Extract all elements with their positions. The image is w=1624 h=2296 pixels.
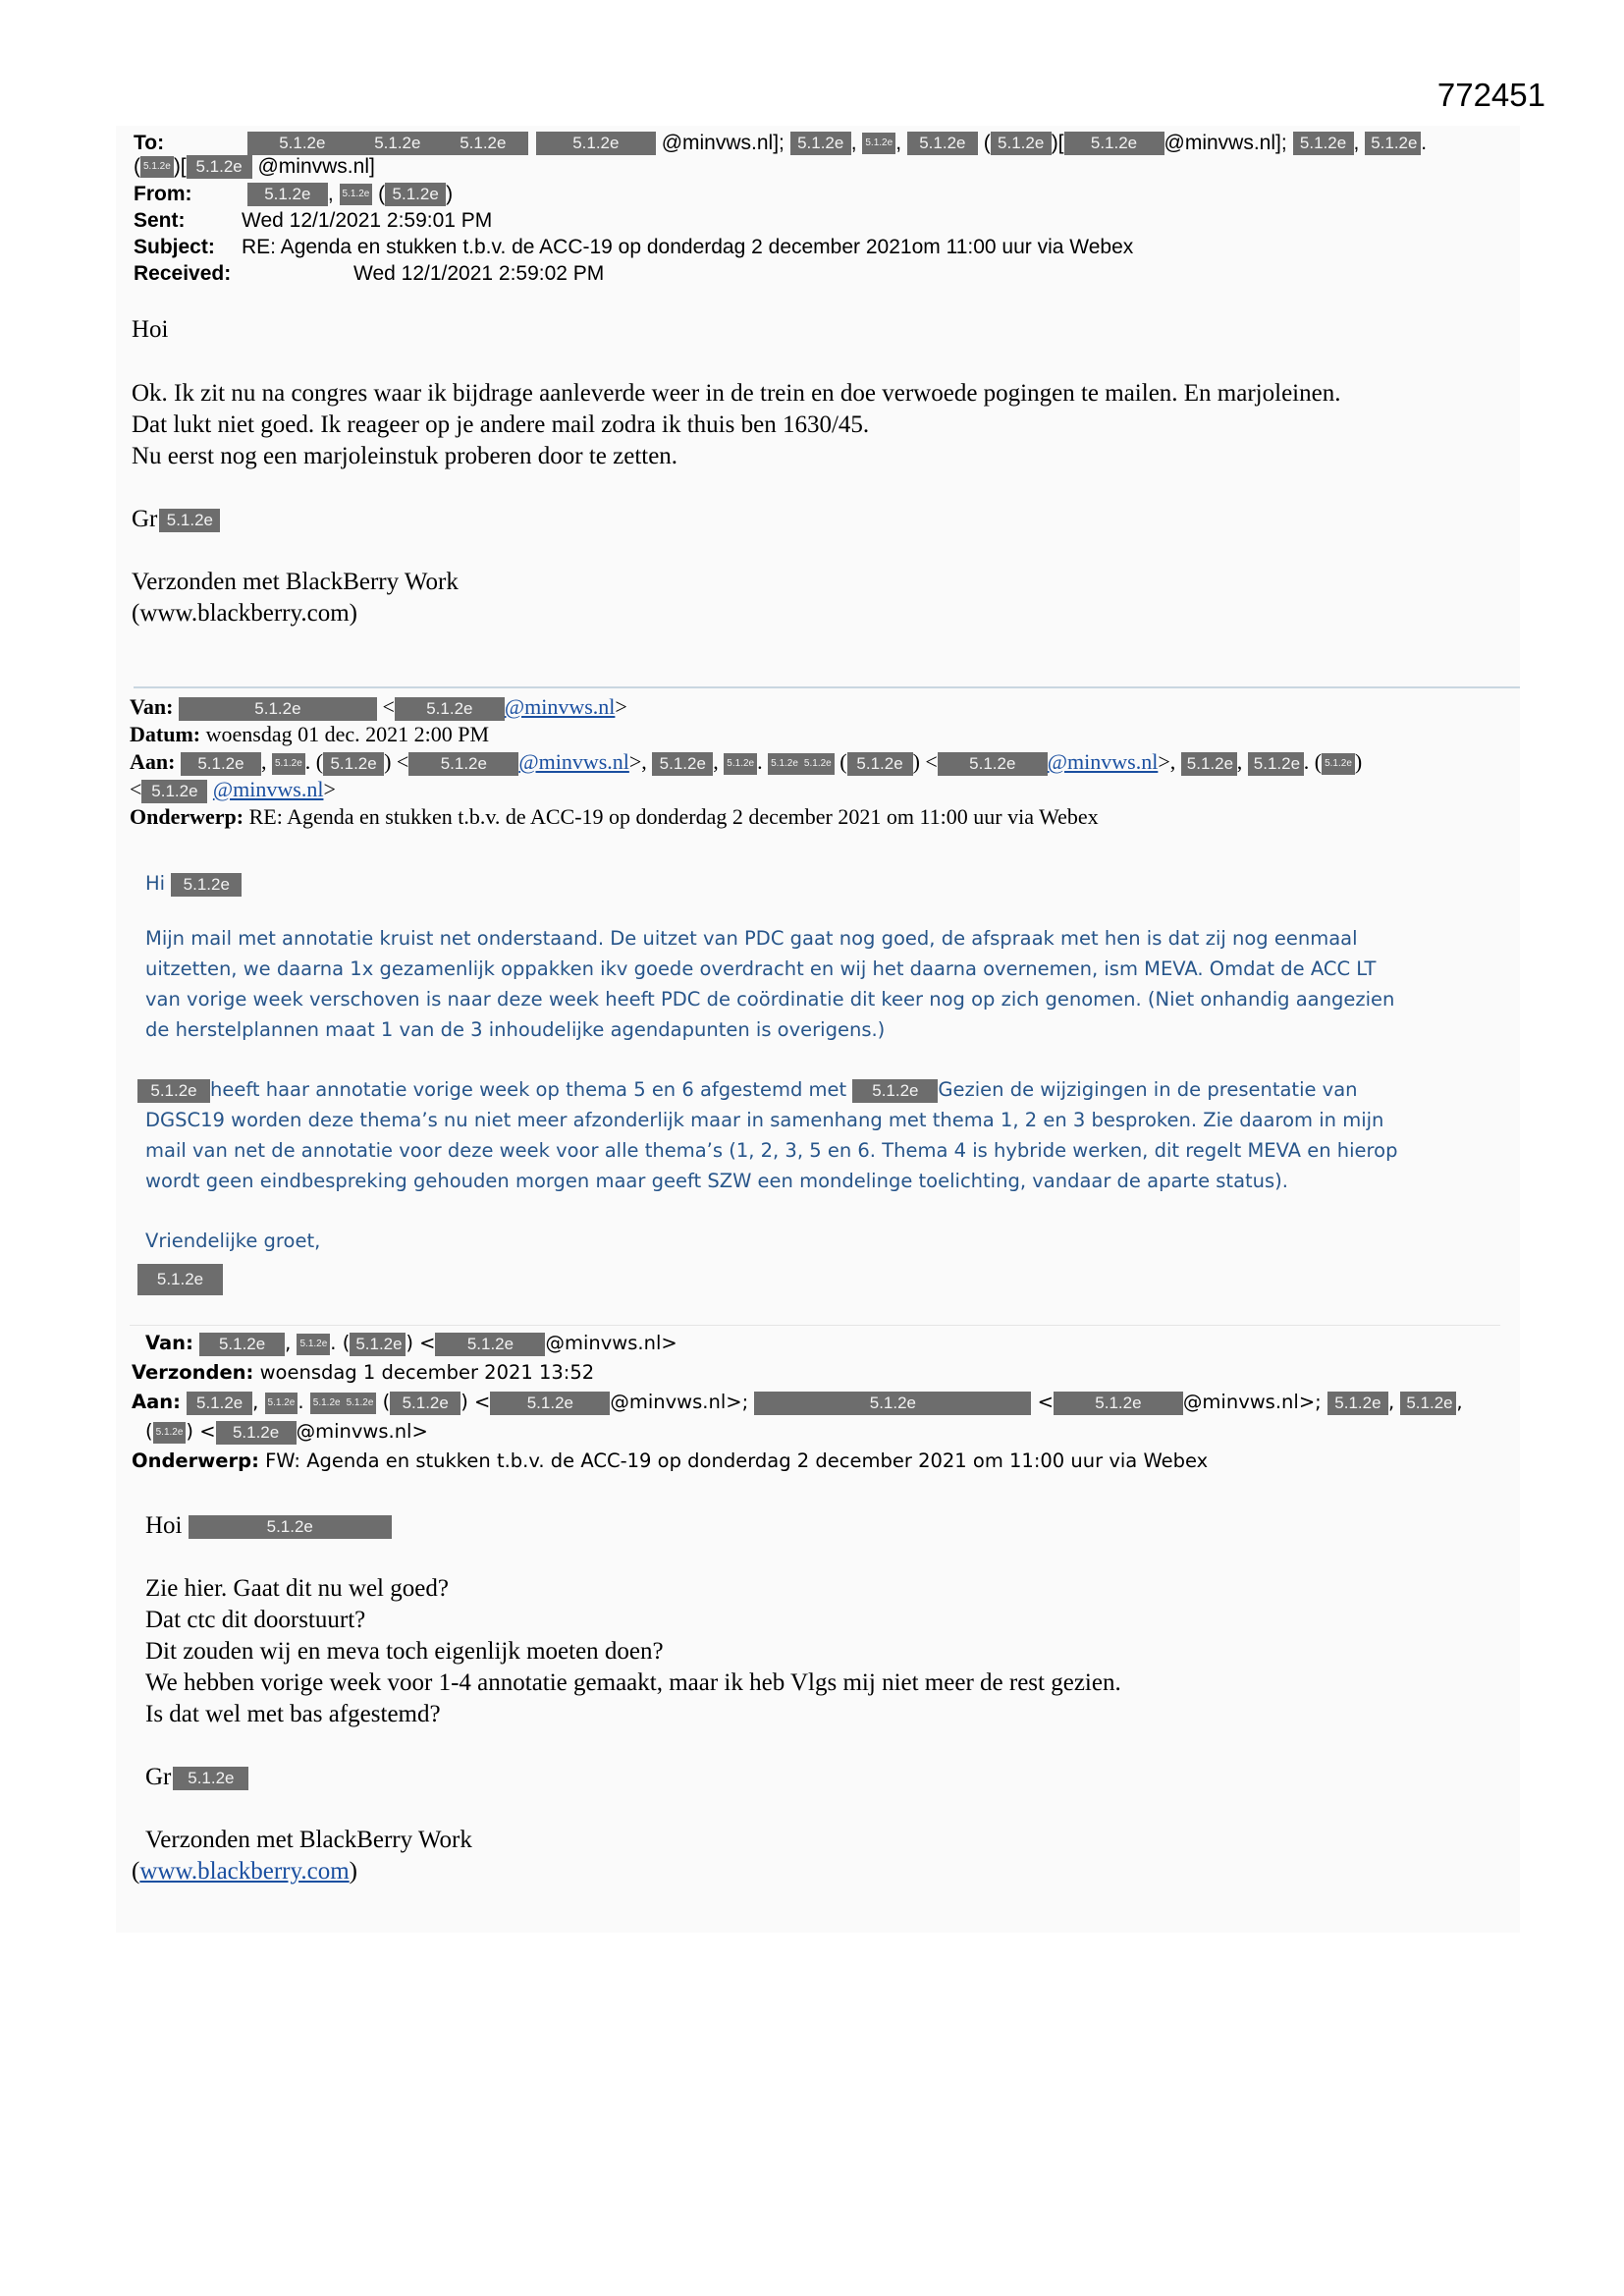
email3-body-line: Dat ctc dit doorstuurt? (145, 1607, 366, 1633)
redaction: 5.1.2e (938, 752, 1048, 776)
verzonden-label: Verzonden: (132, 1361, 254, 1384)
redaction: 5.1.2e (140, 156, 174, 178)
aan-email: @minvws.nl>; (610, 1391, 749, 1413)
redaction: 5.1.2e (187, 155, 252, 179)
redaction: 5.1.2e (216, 1421, 297, 1445)
email2-para-line: mail van net de annotatie voor deze week voor alle thema’s (1, 2, 3, 5 en 6. Thema 4 is hybride werken, dit regelt MEVA en hierop (145, 1139, 1398, 1162)
redaction: 5.1.2e (199, 1333, 285, 1356)
signoff-text: Gr (145, 1764, 172, 1790)
redaction: 5.1.2e (187, 1392, 252, 1415)
sent-value: Wed 12/1/2021 2:59:01 PM (242, 209, 493, 232)
redaction: 5.1.2e (153, 1422, 187, 1444)
email2-aan-line2: < 5.1.2e @minvws.nl> (130, 777, 336, 801)
email3-body-line: We hebben vorige week voor 1-4 annotatie gemaakt, maar ik heb Vlgs mij niet meer de rest gezien. (145, 1669, 1121, 1696)
redaction: 5.1.2e (435, 1333, 545, 1356)
redaction: 5.1.2e (408, 752, 518, 776)
email3-footer: Verzonden met BlackBerry Work (145, 1827, 472, 1853)
redaction: 5.1.2e (310, 1393, 344, 1414)
email3-signoff (145, 1762, 248, 1793)
redaction: 5.1.2e (991, 132, 1052, 155)
redaction: 5.1.2e (189, 1515, 392, 1539)
redaction: 5.1.2e (171, 873, 242, 897)
email3-footer-link: (www.blackberry.com) (132, 1858, 357, 1885)
email1-body-line: Dat lukt niet goed. Ik reageer op je andere mail zodra ik thuis ben 1630/45. (132, 411, 870, 438)
aan-label: Aan: (132, 1391, 181, 1413)
email1-from-line: From: 5.1.2e , 5.1.2e ( 5.1.2e ) (134, 183, 454, 205)
email1-to-line: To: 5.1.2e 5.1.2e 5.1.2e 5.1.2e @minvws.nl]; 5.1.2e , 5.1.2e , 5.1.2e ( 5.1.2e )[ 5.1.2e @minvws.nl]; 5.1.2e , 5.1.2e . (134, 132, 1428, 154)
email2-para-line: de herstelplannen maat 1 van de 3 inhoudelijke agendapunten is overigens.) (145, 1018, 886, 1041)
redaction: 5.1.2e (173, 1767, 248, 1790)
subject-label: Subject: (134, 236, 215, 258)
redaction: 5.1.2e (490, 1392, 610, 1415)
redaction: 5.1.2e (181, 752, 261, 776)
email2-greeting (145, 868, 242, 899)
email1-footer: Verzonden met BlackBerry Work (132, 569, 459, 595)
email-page (116, 126, 1520, 1933)
redaction: 5.1.2e (390, 1392, 460, 1415)
redaction: 5.1.2e (1327, 1392, 1388, 1415)
redaction: 5.1.2e (801, 753, 835, 775)
email2-closing: Vriendelijke groet, (145, 1230, 321, 1252)
email2-signature (137, 1263, 223, 1295)
aan-email-link[interactable]: @minvws.nl (1047, 749, 1159, 774)
email3-van-line: Van: 5.1.2e , 5.1.2e . ( 5.1.2e ) < 5.1.2e @minvws.nl> (145, 1332, 677, 1354)
email1-subject-line (134, 234, 1133, 260)
redaction: 5.1.2e (350, 1333, 406, 1356)
redaction: 5.1.2e (724, 753, 757, 775)
email2-van-line: Van: 5.1.2e < 5.1.2e @minvws.nl> (130, 694, 627, 719)
to-email: @minvws.nl]; (1164, 132, 1287, 154)
redaction: 5.1.2e (344, 1393, 377, 1414)
redaction: 5.1.2e (137, 1264, 223, 1295)
redaction: 5.1.2e (159, 509, 220, 532)
email1-to-line2: ( 5.1.2e )[ 5.1.2e @minvws.nl] (134, 155, 375, 178)
redaction: 5.1.2e (247, 183, 328, 206)
redaction: 5.1.2e (247, 132, 357, 155)
aan-email: @minvws.nl> (296, 1420, 428, 1443)
received-value: Wed 12/1/2021 2:59:02 PM (353, 262, 605, 285)
van-label: Van: (145, 1332, 193, 1354)
redaction: 5.1.2e (852, 1079, 938, 1103)
redaction: 5.1.2e (790, 132, 851, 155)
hi-text: Hi (145, 872, 166, 895)
onderwerp-value: RE: Agenda en stukken t.b.v. de ACC-19 op donderdag 2 december 2021 om 11:00 uur via Webex (248, 804, 1099, 829)
email2-para-line: van vorige week verschoven is naar deze week heeft PDC de coördinatie dit keer nog op zich genomen. (Niet onhandig aangezien (145, 988, 1395, 1011)
onderwerp-value: FW: Agenda en stukken t.b.v. de ACC-19 op donderdag 2 december 2021 om 11:00 uur via Webex (265, 1449, 1209, 1472)
signoff-text: Gr (132, 506, 158, 532)
onderwerp-label: Onderwerp: (130, 804, 244, 829)
redaction: 5.1.2e (137, 1079, 210, 1103)
email1-signoff (132, 504, 220, 535)
received-label: Received: (134, 262, 232, 285)
redaction: 5.1.2e (862, 133, 895, 154)
email3-body-line: Is dat wel met bas afgestemd? (145, 1701, 441, 1727)
to-email: @minvws.nl]; (661, 132, 785, 154)
email2-para-line (137, 1074, 1358, 1105)
email1-body-line: Ok. Ik zit nu na congres waar ik bijdrage aanleverde weer in de trein en doe verwoede pogingen te mailen. En marjoleinen. (132, 380, 1341, 407)
email2-para-line: wordt geen eindbespreking gehouden morgen maar geeft SZW een mondelinge toelichting, vandaar de aparte status). (145, 1170, 1288, 1192)
redaction: 5.1.2e (179, 697, 377, 721)
separator-line (130, 1325, 1500, 1326)
sent-label: Sent: (134, 209, 186, 232)
email2-para-line: DGSC19 worden deze thema’s nu niet meer afzonderlijk maar in samenhang met thema 1, 2 en 3 besproken. Zie daarom in mijn (145, 1109, 1384, 1131)
email3-aan-line: Aan: 5.1.2e , 5.1.2e . 5.1.2e 5.1.2e ( 5.1.2e ) < 5.1.2e @minvws.nl>; 5.1.2e < 5.1.2e @minvws.nl>; 5.1.2e , 5.1.2e , (132, 1391, 1463, 1413)
subject-value: RE: Agenda en stukken t.b.v. de ACC-19 op donderdag 2 december 2021om 11:00 uur via Webex (242, 236, 1134, 258)
redaction: 5.1.2e (323, 752, 384, 776)
to-email: @minvws.nl] (257, 155, 375, 178)
from-label: From: (134, 183, 192, 205)
redaction: 5.1.2e (907, 132, 978, 155)
aan-email: @minvws.nl>; (1182, 1391, 1322, 1413)
redaction: 5.1.2e (1400, 1392, 1456, 1415)
van-label: Van: (130, 694, 174, 719)
email3-body-line: Dit zouden wij en meva toch eigenlijk moeten doen? (145, 1638, 664, 1665)
redaction: 5.1.2e (1181, 752, 1237, 776)
van-email: @minvws.nl> (545, 1332, 677, 1354)
redaction: 5.1.2e (1322, 753, 1355, 775)
redaction: 5.1.2e (1248, 752, 1304, 776)
email3-aan-line2: ( 5.1.2e ) < 5.1.2e @minvws.nl> (145, 1420, 428, 1443)
datum-value: woensdag 01 dec. 2021 2:00 PM (205, 722, 490, 746)
email1-body-line: Nu eerst nog een marjoleinstuk proberen door te zetten. (132, 443, 678, 469)
redaction: 5.1.2e (272, 753, 305, 775)
aan-email-link[interactable]: @minvws.nl (212, 777, 324, 801)
email1-sent-line (134, 207, 492, 234)
email1-footer: (www.blackberry.com) (132, 600, 357, 627)
email1-greeting: Hoi (132, 316, 169, 343)
redaction: 5.1.2e (652, 752, 713, 776)
email2-onderwerp-line (130, 803, 1099, 831)
email3-onderwerp-line (132, 1447, 1208, 1476)
greeting-text: Hoi (145, 1512, 183, 1539)
blackberry-link[interactable]: www.blackberry.com (139, 1858, 350, 1885)
redaction: 5.1.2e (385, 183, 446, 206)
email3-greeting (145, 1510, 392, 1542)
email2-para-line: uitzetten, we daarna 1x gezamenlijk oppakken ikv goede overdracht en wij het daarna overnemen, ism MEVA. Omdat de ACC LT (145, 957, 1377, 980)
redaction: 5.1.2e (754, 1392, 1031, 1415)
verzonden-value: woensdag 1 december 2021 13:52 (259, 1361, 595, 1384)
redaction: 5.1.2e (395, 697, 505, 721)
para2-start: heeft haar annotatie vorige week op thema 5 en 6 afgestemd met (210, 1078, 847, 1101)
redaction: 5.1.2e (1365, 132, 1421, 155)
onderwerp-label: Onderwerp: (132, 1449, 259, 1472)
document-number: 772451 (1436, 77, 1545, 113)
redaction: 5.1.2e (536, 132, 656, 155)
aan-email-link[interactable]: @minvws.nl (518, 749, 629, 774)
aan-label: Aan: (130, 749, 176, 774)
email2-aan-line: Aan: 5.1.2e , 5.1.2e . ( 5.1.2e ) < 5.1.2e @minvws.nl>, 5.1.2e , 5.1.2e . 5.1.2e 5.1.2e ( 5.1.2e ) < 5.1.2e @minvws.nl>, 5.1.2e , 5.1.2e . ( 5.1.2e ) (130, 749, 1363, 774)
redaction: 5.1.2e (357, 132, 438, 155)
redaction: 5.1.2e (340, 184, 373, 205)
van-email-link[interactable]: @minvws.nl (504, 694, 616, 719)
redaction: 5.1.2e (141, 780, 207, 803)
to-label: To: (134, 132, 165, 154)
email3-verzonden-line (132, 1358, 594, 1388)
email2-datum-line (130, 721, 489, 748)
redaction: 5.1.2e (265, 1393, 298, 1414)
email2-para-line: Mijn mail met annotatie kruist net onderstaand. De uitzet van PDC gaat nog goed, de afspraak met hen is dat zij nog eenmaal (145, 927, 1358, 950)
email3-body-line: Zie hier. Gaat dit nu wel goed? (145, 1575, 449, 1602)
redaction: 5.1.2e (438, 132, 528, 155)
redaction: 5.1.2e (1054, 1392, 1183, 1415)
email1-received-line (134, 260, 604, 287)
redaction: 5.1.2e (1064, 132, 1164, 155)
redaction: 5.1.2e (297, 1334, 330, 1355)
redaction: 5.1.2e (1293, 132, 1354, 155)
redaction: 5.1.2e (847, 752, 913, 776)
redaction: 5.1.2e (768, 753, 801, 775)
separator-line (134, 686, 1520, 688)
datum-label: Datum: (130, 722, 201, 746)
para2-mid: Gezien de wijzigingen in de presentatie van (938, 1078, 1358, 1101)
